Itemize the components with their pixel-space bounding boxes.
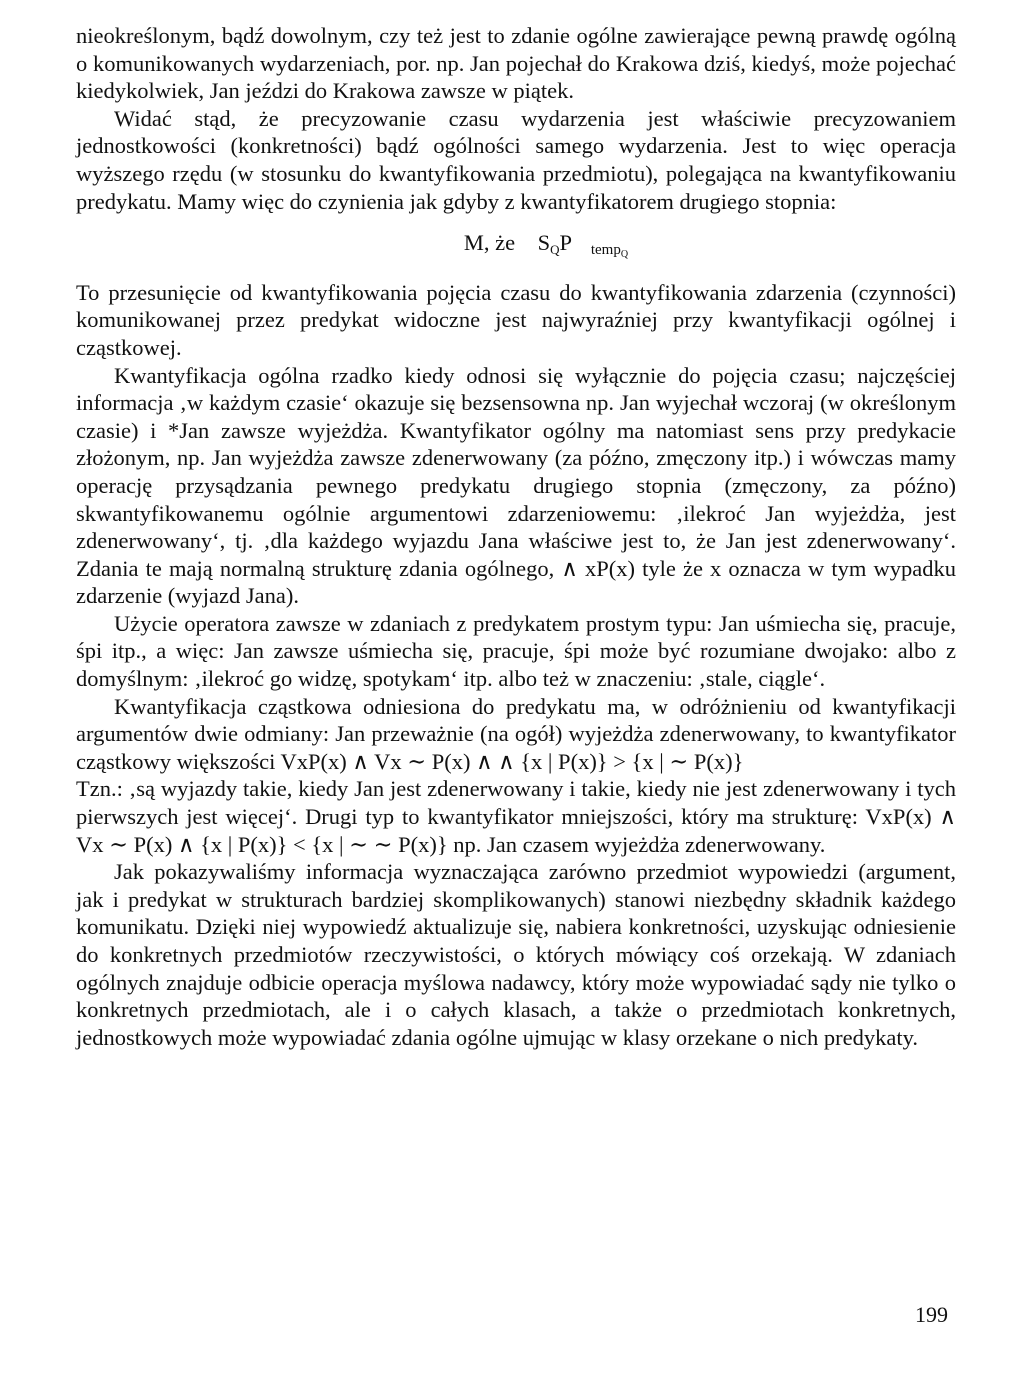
paragraph-2: Widać stąd, że precyzowanie czasu wydarzenia jest właściwie precyzowaniem jednostkowości (konkretności) bądź ogólności samego wydarzenia. Jest to więc operacja wyższego rzędu (w stosunku do kwantyfikowania przedmiotu), polegająca na kwantyfikowaniu predykatu. Mamy więc do czynienia jak gdyby z kwantyfikatorem drugiego stopnia:	[76, 105, 956, 214]
paragraph-7: Tzn.: ‚są wyjazdy takie, kiedy Jan jest zdenerwowany i takie, kiedy nie jest zdenerwowany i tych pierwszych jest więcej‘. Drugi typ to kwantyfikator mniejszości, który ma strukturę: VxP(x) ∧ Vx ∼ P(x) ∧ {x | P(x)} < {x | ∼ ∼ P(x)} np. Jan czasem wyjeżdża zdenerwowany.	[76, 776, 956, 857]
formula	[76, 229, 956, 269]
paragraph-3: To przesunięcie od kwantyfikowania pojęcia czasu do kwantyfikowania zdarzenia (czynności) komunikowanej przez predykat widoczne jest najwyraźniej przy kwantyfikacji ogólnej i cząstkowej.	[76, 279, 956, 360]
paragraph-1: nieokreślonym, bądź dowolnym, czy też jest to zdanie ogólne zawierające pewną prawdę ogólną o komunikowanych wydarzeniach, por. np. Jan pojechał do Krakowa dziś, kiedyś, może pojechać kiedykolwiek, Jan jeździ do Krakowa zawsze w piątek.	[76, 23, 956, 104]
formula-p: P	[559, 230, 572, 256]
formula-s: S	[537, 230, 551, 256]
formula-main: M, że	[463, 230, 516, 256]
page-number: 199	[915, 1302, 948, 1327]
formula-temp-text: temp	[590, 242, 621, 259]
paragraph-6: Kwantyfikacja cząstkowa odniesiona do predykatu ma, w odróżnieniu od kwantyfikacji argumentów dwie odmiany: Jan przeważnie (na ogół) wyjeżdża zdenerwowany, to kwantyfikator cząstkowy większości VxP(x) ∧ Vx ∼ P(x) ∧ ∧ {x | P(x)} > {x | ∼ P(x)}	[76, 693, 956, 774]
formula-s-sub: Q	[550, 242, 560, 258]
paragraph-5: Użycie operatora zawsze w zdaniach z predykatem prostym typu: Jan uśmiecha się, pracuje, śpi itp., a więc: Jan zawsze uśmiecha się, pracuje, śpi może być rozumiane dwojako: albo z domyślnym: ‚ilekroć go widzę, spotykam‘ itp. albo też w znaczeniu: ‚stale, ciągle‘.	[76, 610, 956, 692]
formula-temp	[590, 242, 629, 261]
paragraph-4: Kwantyfikacja ogólna rzadko kiedy odnosi się wyłącznie do pojęcia czasu; najczęściej informacja ‚w każdym czasie‘ okazuje się bezsensowna np. Jan wyjechał wczoraj (w określonym czasie) i *Jan zawsze wyjeżdża. Kwantyfikator ogólny ma natomiast sens przy predykacie złożonym, np. Jan wyjeżdża zawsze zdenerwowany (za późno, zmęczony itp.) i wówczas mamy operację przysądzania pewnego predykatu drugiego stopnia (zmęczony, za późno) skwantyfikowanemu ogólnie argumentowi zdarzeniowemu: ‚ilekroć Jan wyjeżdża, jest zdenerwowany‘, tj. ‚dla każdego wyjazdu Jana właściwe jest to, że Jan jest zdenerwowany‘. Zdania te mają normalną strukturę zdania ogólnego, ∧ xP(x) tyle że x oznacza w tym wypadku zdarzenie (wyjazd Jana).	[76, 362, 956, 609]
formula-temp-sub: Q	[620, 249, 629, 261]
paragraph-8: Jak pokazywaliśmy informacja wyznaczająca zarówno przedmiot wypowiedzi (argument, jak i predykat w strukturach bardziej skomplikowanych) stanowi niezbędny składnik każdego komunikatu. Dzięki niej wypowiedź aktualizuje się, nabiera konkretności, uzyskując odniesienie do konkretnych przedmiotów rzeczywistości, o których mówiący coś orzekają. W zdaniach ogólnych znajduje odbicie operacja myślowa nadawcy, który może wypowiadać sądy nie tylko o konkretnych przedmiotach, ale i o całych klasach, a także o przedmiotach konkretnych, jednostkowych może wypowiadać zdania ogólne ujmując w klasy orzekane o nich predykaty.	[76, 859, 956, 1050]
